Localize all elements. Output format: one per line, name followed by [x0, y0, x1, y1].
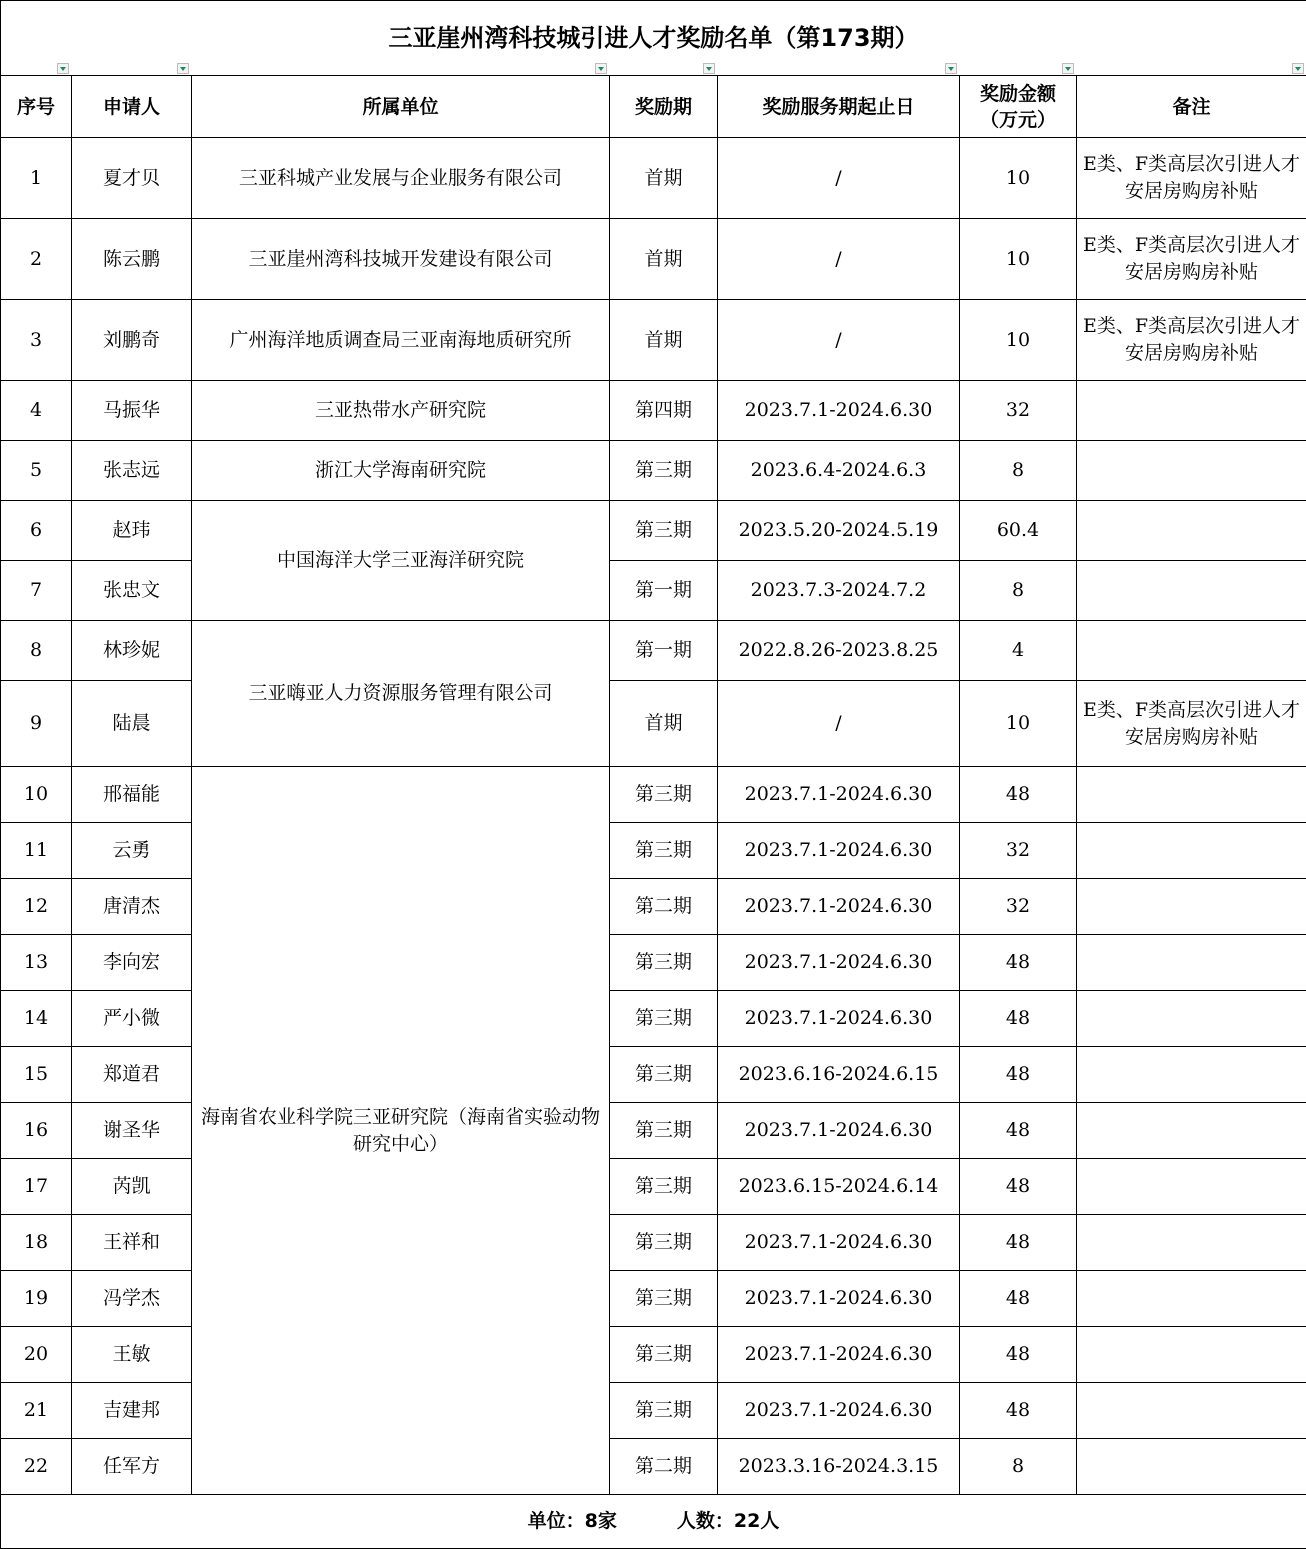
title-text: 三亚崖州湾科技城引进人才奖励名单（第173期） [388, 24, 918, 52]
table-row [1, 767, 1306, 823]
cell-period: 第一期 [610, 561, 718, 621]
header-service-period: 奖励服务期起止日 [718, 76, 960, 138]
cell-service-period: 2023.6.4-2024.6.3 [718, 441, 960, 501]
filter-dropdown-icon[interactable] [57, 63, 69, 74]
cell-period: 第四期 [610, 381, 718, 441]
cell-service-period: 2023.7.1-2024.6.30 [718, 1271, 960, 1327]
footer-people-count: 人数：22人 [677, 1510, 779, 1532]
cell-unit: 中国海洋大学三亚海洋研究院 [192, 501, 610, 621]
cell-amount: 48 [960, 1383, 1077, 1439]
cell-remark [1077, 1271, 1306, 1327]
cell-no: 11 [1, 823, 72, 879]
cell-no: 1 [1, 138, 72, 219]
cell-unit: 三亚嗨亚人力资源服务管理有限公司 [192, 621, 610, 767]
cell-applicant: 夏才贝 [72, 138, 192, 219]
cell-period: 第三期 [610, 1271, 718, 1327]
cell-amount: 8 [960, 561, 1077, 621]
cell-remark [1077, 621, 1306, 681]
cell-period: 第三期 [610, 1215, 718, 1271]
cell-amount: 10 [960, 681, 1077, 767]
cell-amount: 10 [960, 300, 1077, 381]
cell-service-period: 2023.7.1-2024.6.30 [718, 879, 960, 935]
cell-remark: E类、F类高层次引进人才安居房购房补贴 [1077, 681, 1306, 767]
cell-service-period: 2023.5.20-2024.5.19 [718, 501, 960, 561]
cell-amount: 48 [960, 935, 1077, 991]
cell-no: 12 [1, 879, 72, 935]
cell-service-period: 2023.7.1-2024.6.30 [718, 935, 960, 991]
header-applicant: 申请人 [72, 76, 192, 138]
cell-service-period: / [718, 219, 960, 300]
cell-applicant: 陈云鹏 [72, 219, 192, 300]
cell-applicant: 赵玮 [72, 501, 192, 561]
filter-dropdown-icon[interactable] [945, 63, 957, 74]
cell-amount: 60.4 [960, 501, 1077, 561]
cell-no: 17 [1, 1159, 72, 1215]
cell-no: 3 [1, 300, 72, 381]
cell-amount: 48 [960, 1159, 1077, 1215]
cell-service-period: 2023.7.1-2024.6.30 [718, 1327, 960, 1383]
header-amount-line1: 奖励金额 [964, 81, 1072, 107]
cell-amount: 8 [960, 441, 1077, 501]
footer-row [1, 1495, 1306, 1549]
cell-service-period: 2023.6.16-2024.6.15 [718, 1047, 960, 1103]
cell-unit: 广州海洋地质调查局三亚南海地质研究所 [192, 300, 610, 381]
table-row [1, 300, 1306, 381]
cell-remark [1077, 1159, 1306, 1215]
cell-unit: 海南省农业科学院三亚研究院（海南省实验动物研究中心） [192, 767, 610, 1495]
cell-no: 22 [1, 1439, 72, 1495]
filter-dropdown-icon[interactable] [703, 63, 715, 74]
filter-dropdown-icon[interactable] [1062, 63, 1074, 74]
cell-applicant: 云勇 [72, 823, 192, 879]
cell-remark [1077, 561, 1306, 621]
table-row [1, 219, 1306, 300]
cell-amount: 48 [960, 1215, 1077, 1271]
cell-amount: 48 [960, 1327, 1077, 1383]
cell-period: 第三期 [610, 823, 718, 879]
cell-period: 第二期 [610, 1439, 718, 1495]
cell-applicant: 李向宏 [72, 935, 192, 991]
cell-applicant: 陆晨 [72, 681, 192, 767]
cell-period: 第三期 [610, 1047, 718, 1103]
cell-remark [1077, 823, 1306, 879]
cell-remark [1077, 381, 1306, 441]
cell-period: 首期 [610, 681, 718, 767]
cell-period: 第三期 [610, 441, 718, 501]
cell-amount: 48 [960, 1271, 1077, 1327]
cell-remark: E类、F类高层次引进人才安居房购房补贴 [1077, 138, 1306, 219]
cell-unit: 三亚热带水产研究院 [192, 381, 610, 441]
cell-remark [1077, 879, 1306, 935]
filter-dropdown-icon[interactable] [177, 63, 189, 74]
cell-no: 14 [1, 991, 72, 1047]
cell-amount: 8 [960, 1439, 1077, 1495]
cell-applicant: 芮凯 [72, 1159, 192, 1215]
cell-service-period: 2023.3.16-2024.3.15 [718, 1439, 960, 1495]
cell-service-period: 2023.7.1-2024.6.30 [718, 767, 960, 823]
cell-period: 第三期 [610, 767, 718, 823]
cell-period: 第三期 [610, 1159, 718, 1215]
cell-applicant: 唐清杰 [72, 879, 192, 935]
header-unit: 所属单位 [192, 76, 610, 138]
cell-remark [1077, 1047, 1306, 1103]
cell-period: 第三期 [610, 1383, 718, 1439]
cell-remark [1077, 767, 1306, 823]
cell-period: 首期 [610, 300, 718, 381]
cell-service-period: 2022.8.26-2023.8.25 [718, 621, 960, 681]
cell-period: 首期 [610, 219, 718, 300]
footer-summary [1, 1495, 1306, 1549]
cell-period: 第三期 [610, 991, 718, 1047]
cell-amount: 10 [960, 219, 1077, 300]
cell-no: 10 [1, 767, 72, 823]
cell-amount: 32 [960, 879, 1077, 935]
cell-service-period: 2023.7.1-2024.6.30 [718, 823, 960, 879]
cell-remark: E类、F类高层次引进人才安居房购房补贴 [1077, 219, 1306, 300]
table-row [1, 381, 1306, 441]
cell-applicant: 郑道君 [72, 1047, 192, 1103]
cell-amount: 48 [960, 991, 1077, 1047]
cell-applicant: 林珍妮 [72, 621, 192, 681]
cell-period: 第三期 [610, 1103, 718, 1159]
header-row [1, 76, 1306, 138]
header-amount [960, 76, 1077, 138]
header-period: 奖励期 [610, 76, 718, 138]
header-amount-line2: （万元） [964, 107, 1072, 133]
cell-amount: 48 [960, 1103, 1077, 1159]
cell-remark [1077, 501, 1306, 561]
cell-no: 19 [1, 1271, 72, 1327]
cell-amount: 48 [960, 767, 1077, 823]
cell-no: 18 [1, 1215, 72, 1271]
cell-service-period: 2023.7.1-2024.6.30 [718, 381, 960, 441]
cell-applicant: 刘鹏奇 [72, 300, 192, 381]
filter-dropdown-icon[interactable] [595, 63, 607, 74]
cell-amount: 32 [960, 823, 1077, 879]
cell-applicant: 王敏 [72, 1327, 192, 1383]
filter-dropdown-icon[interactable] [1292, 63, 1304, 74]
cell-period: 首期 [610, 138, 718, 219]
cell-remark [1077, 1215, 1306, 1271]
header-remark: 备注 [1077, 76, 1306, 138]
cell-no: 8 [1, 621, 72, 681]
cell-remark [1077, 441, 1306, 501]
cell-no: 21 [1, 1383, 72, 1439]
cell-no: 13 [1, 935, 72, 991]
cell-service-period: / [718, 138, 960, 219]
footer-unit-count: 单位：8家 [528, 1510, 617, 1532]
cell-no: 20 [1, 1327, 72, 1383]
cell-applicant: 谢圣华 [72, 1103, 192, 1159]
cell-service-period: / [718, 300, 960, 381]
cell-remark [1077, 1383, 1306, 1439]
cell-remark [1077, 1327, 1306, 1383]
cell-period: 第三期 [610, 1327, 718, 1383]
cell-no: 2 [1, 219, 72, 300]
cell-applicant: 王祥和 [72, 1215, 192, 1271]
cell-unit: 浙江大学海南研究院 [192, 441, 610, 501]
cell-remark [1077, 1103, 1306, 1159]
cell-no: 4 [1, 381, 72, 441]
cell-period: 第三期 [610, 935, 718, 991]
cell-applicant: 任军方 [72, 1439, 192, 1495]
cell-unit: 三亚崖州湾科技城开发建设有限公司 [192, 219, 610, 300]
cell-applicant: 张志远 [72, 441, 192, 501]
cell-service-period: 2023.7.1-2024.6.30 [718, 1383, 960, 1439]
cell-period: 第一期 [610, 621, 718, 681]
cell-unit: 三亚科城产业发展与企业服务有限公司 [192, 138, 610, 219]
cell-service-period: / [718, 681, 960, 767]
cell-service-period: 2023.6.15-2024.6.14 [718, 1159, 960, 1215]
cell-amount: 32 [960, 381, 1077, 441]
table-title [1, 1, 1306, 76]
cell-remark [1077, 1439, 1306, 1495]
cell-period: 第三期 [610, 501, 718, 561]
cell-service-period: 2023.7.1-2024.6.30 [718, 991, 960, 1047]
header-no: 序号 [1, 76, 72, 138]
cell-service-period: 2023.7.1-2024.6.30 [718, 1215, 960, 1271]
cell-applicant: 邢福能 [72, 767, 192, 823]
cell-amount: 4 [960, 621, 1077, 681]
cell-applicant: 马振华 [72, 381, 192, 441]
cell-no: 7 [1, 561, 72, 621]
cell-amount: 48 [960, 1047, 1077, 1103]
cell-applicant: 严小微 [72, 991, 192, 1047]
cell-no: 15 [1, 1047, 72, 1103]
cell-no: 9 [1, 681, 72, 767]
cell-period: 第二期 [610, 879, 718, 935]
table-row [1, 138, 1306, 219]
cell-no: 5 [1, 441, 72, 501]
cell-remark [1077, 935, 1306, 991]
table-row [1, 621, 1306, 681]
cell-no: 16 [1, 1103, 72, 1159]
cell-service-period: 2023.7.3-2024.7.2 [718, 561, 960, 621]
cell-service-period: 2023.7.1-2024.6.30 [718, 1103, 960, 1159]
cell-applicant: 冯学杰 [72, 1271, 192, 1327]
cell-applicant: 吉建邦 [72, 1383, 192, 1439]
table-row [1, 501, 1306, 561]
cell-applicant: 张忠文 [72, 561, 192, 621]
table-row [1, 441, 1306, 501]
cell-no: 6 [1, 501, 72, 561]
cell-remark [1077, 991, 1306, 1047]
cell-amount: 10 [960, 138, 1077, 219]
cell-remark: E类、F类高层次引进人才安居房购房补贴 [1077, 300, 1306, 381]
